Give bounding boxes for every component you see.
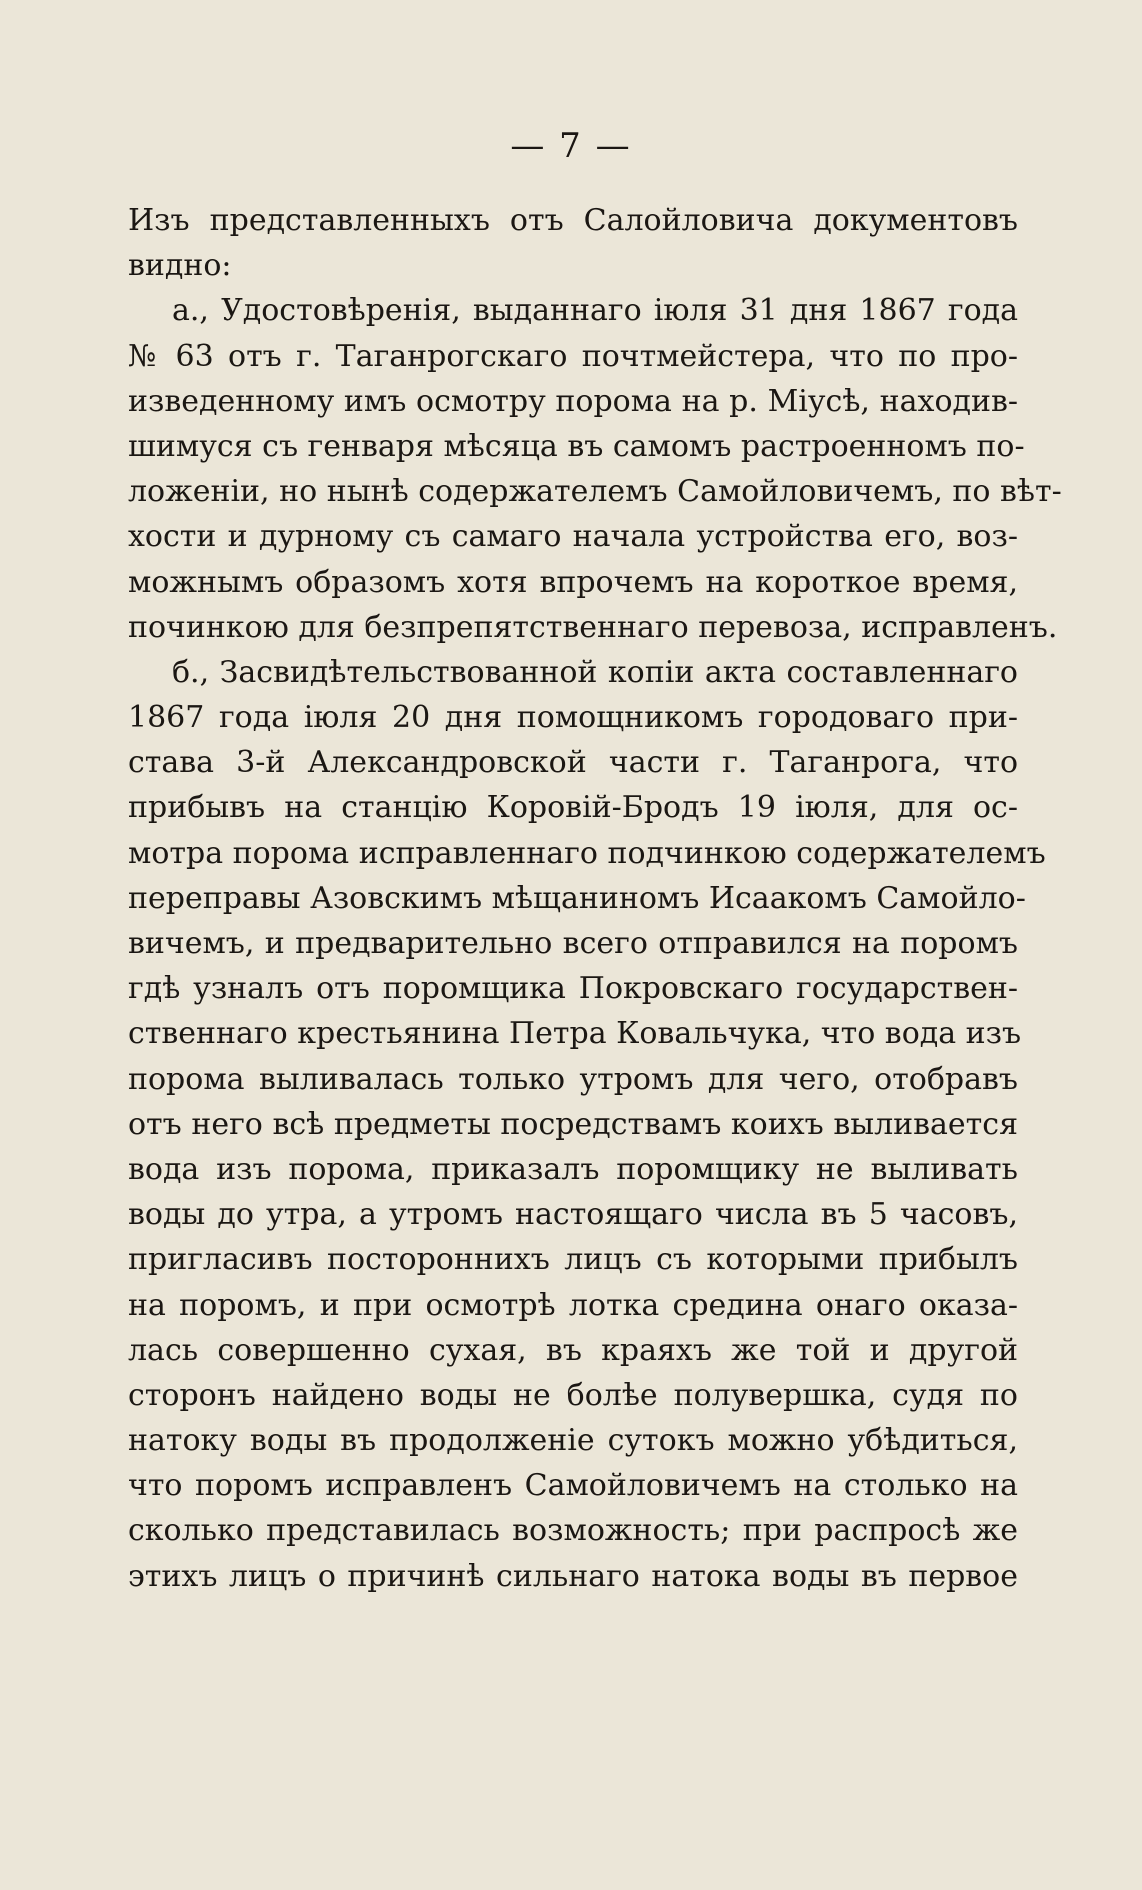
text-line: изведенному имъ осмотру порома на р. Міусѣ, находив-: [128, 383, 1018, 419]
text-line: 1867 года іюля 20 дня помощникомъ городоваго при-: [128, 700, 1018, 736]
page-number: — 7 —: [510, 126, 632, 166]
text-line: сколько представилась возможность; при распросѣ же: [128, 1513, 1018, 1549]
text-line: ложеніи, но нынѣ содержателемъ Самойловичемъ, по вѣт-: [128, 474, 1062, 510]
text-line: № 63 отъ г. Таганрогскаго почтмейстера, что по про-: [128, 338, 1018, 374]
body-text: [128, 198, 1062, 1599]
text-line: мотра порома исправленнаго подчинкою содержателемъ: [128, 835, 1046, 871]
text-line: воды до утра, а утромъ настоящаго числа въ 5 часовъ,: [128, 1197, 1018, 1233]
text-line: лась совершенно сухая, въ краяхъ же той и другой: [128, 1332, 1018, 1368]
text-line: сторонъ найдено воды не болѣе полувершка, судя по: [128, 1377, 1018, 1413]
text-line: что поромъ исправленъ Самойловичемъ на столько на: [128, 1468, 1018, 1504]
text-line: натоку воды въ продолженіе сутокъ можно убѣдиться,: [128, 1423, 1018, 1459]
text-line: б., Засвидѣтельствованной копіи акта составленнаго: [172, 654, 1018, 690]
text-line: гдѣ узналъ отъ поромщика Покровскаго государствен-: [128, 971, 1018, 1007]
text-line: шимуся съ генваря мѣсяца въ самомъ растроенномъ по-: [128, 428, 1025, 464]
text-line: видно:: [128, 248, 232, 284]
text-line: на поромъ, и при осмотрѣ лотка средина онаго оказа-: [128, 1287, 1018, 1323]
text-line: вичемъ, и предварительно всего отправился на поромъ: [128, 926, 1018, 961]
text-line: а., Удостовѣренія, выданнаго іюля 31 дня 1867 года: [172, 293, 1018, 329]
text-line: ственнаго крестьянина Петра Ковальчука, что вода изъ: [128, 1016, 1022, 1052]
text-line: можнымъ образомъ хотя впрочемъ на короткое время,: [128, 564, 1018, 600]
text-line: хости и дурному съ самаго начала устройства его, воз-: [128, 519, 1018, 555]
text-line: вода изъ порома, приказалъ поромщику не выливать: [128, 1151, 1018, 1187]
text-line: става 3-й Александровской части г. Таганрога, что: [128, 745, 1018, 781]
text-line: этихъ лицъ о причинѣ сильнаго натока воды въ первое: [128, 1558, 1018, 1594]
text-line: починкою для безпрепятственнаго перевоза, исправленъ.: [128, 609, 1058, 645]
text-line: пригласивъ постороннихъ лицъ съ которыми прибылъ: [128, 1242, 1018, 1278]
text-line: Изъ представленныхъ отъ Салойловича документовъ: [128, 203, 1018, 238]
text-line: переправы Азовскимъ мѣщаниномъ Исаакомъ Самойло-: [128, 880, 1026, 916]
text-line: отъ него всѣ предметы посредствамъ коихъ выливается: [128, 1106, 1018, 1142]
text-line: порома выливалась только утромъ для чего, отобравъ: [128, 1061, 1018, 1097]
text-line: прибывъ на станцію Коровій-Бродъ 19 іюля, для ос-: [128, 790, 1018, 826]
